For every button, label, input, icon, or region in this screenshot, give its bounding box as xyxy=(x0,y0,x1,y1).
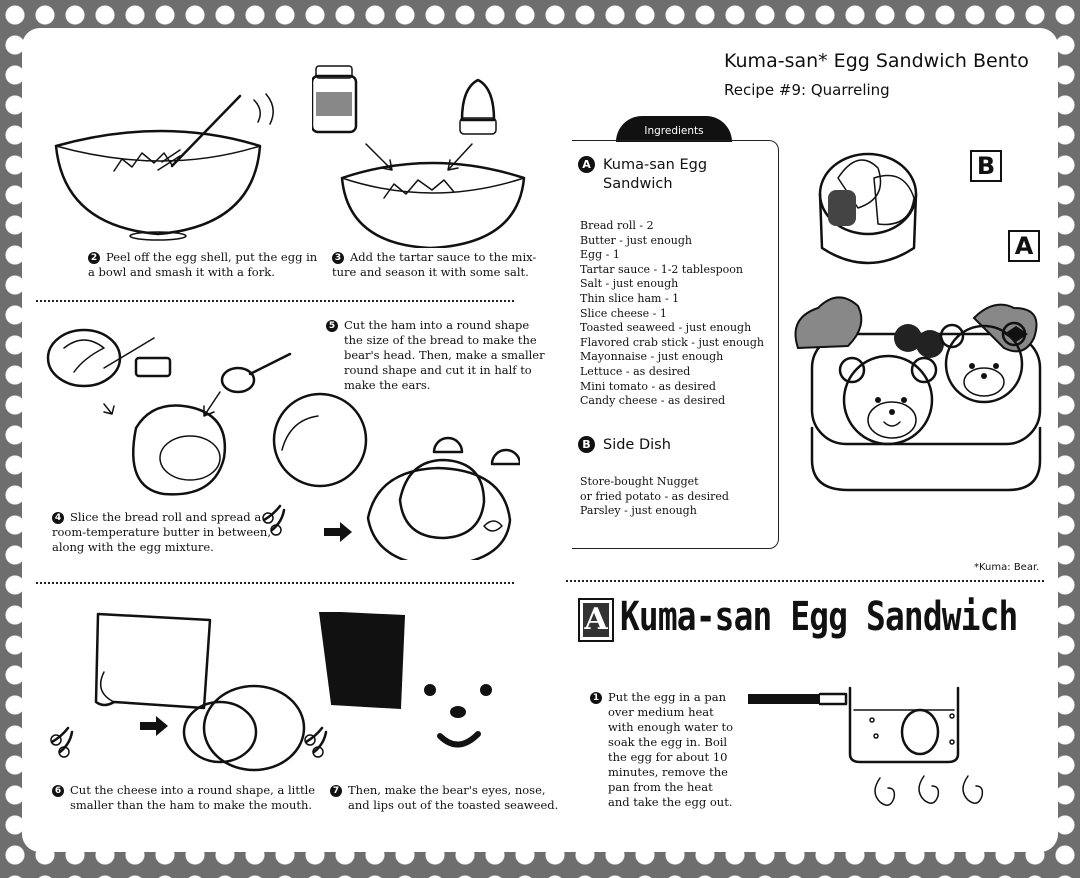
step-6-caption: 6 Cut the cheese into a round shape, a little smaller than the ham to make the mouth. xyxy=(52,783,315,813)
pan-boiling-illustration xyxy=(742,680,1032,816)
step-number: 3 xyxy=(332,252,344,264)
divider xyxy=(36,582,514,584)
bento-label-a: A xyxy=(1008,230,1040,262)
bento-box-illustration xyxy=(778,138,1050,498)
ingredient-item: Butter - just enough xyxy=(580,233,692,247)
ingredients-section-b-title: B Side Dish xyxy=(578,436,671,455)
page-title: Kuma-san* Egg Sandwich Bento xyxy=(724,50,1029,72)
ingredient-item: Flavored crab stick - just enough xyxy=(580,335,764,349)
ingredient-item: Slice cheese - 1 xyxy=(580,306,667,320)
step-1-caption: 1 Put the egg in a pan over medium heat with enough water to soak the egg in. Boil the egg for about 10 minutes, remove the pan from the heat and take the egg out. xyxy=(590,690,733,810)
step-number: 1 xyxy=(590,692,602,704)
ingredient-item: Parsley - just enough xyxy=(580,504,697,518)
ingredient-item: Lettuce - as desired xyxy=(580,364,691,378)
ingredient-item: Candy cheese - as desired xyxy=(580,394,726,408)
cheese-cut-illustration xyxy=(44,612,314,772)
step-number: 6 xyxy=(52,785,64,797)
ingredients-section-a-title: A Kuma-san Egg Sandwich xyxy=(578,156,707,194)
step-number: 2 xyxy=(88,252,100,264)
bread-butter-illustration xyxy=(44,318,244,508)
ingredient-item: Tartar sauce - 1-2 tablespoon xyxy=(580,262,743,276)
ingredient-item: Bread roll - 2 xyxy=(580,219,654,232)
step-number: 5 xyxy=(326,320,338,332)
section-badge-a: A xyxy=(578,156,595,173)
step-number: 4 xyxy=(52,512,64,524)
seaweed-face-illustration xyxy=(300,612,510,772)
ingredients-list-a xyxy=(580,219,764,409)
ingredient-item: Salt - just enough xyxy=(580,277,679,291)
divider xyxy=(36,300,514,302)
page-subtitle: Recipe #9: Quarreling xyxy=(724,81,890,99)
bowl-fork-illustration xyxy=(44,76,284,246)
section-title: Kuma-san Egg Sandwich xyxy=(620,594,1018,640)
ingredient-item: Mini tomato - as desired xyxy=(580,379,716,393)
footnote: *Kuma: Bear. xyxy=(974,562,1040,573)
ingredient-item: Mayonnaise - just enough xyxy=(580,350,724,364)
step-2-caption: 2 Peel off the egg shell, put the egg in a bowl and smash it with a fork. xyxy=(88,250,318,279)
ingredient-item: Store-bought Nugget xyxy=(580,475,699,488)
step-4-caption: 4 Slice the bread roll and spread a room-temperature butter in between, along with the egg mixture. xyxy=(52,510,271,554)
step-5-caption: 5 Cut the ham into a round shape the size of the bread to make the bear's head. Then, make a smaller round shape and cut it in half to make the ears. xyxy=(326,318,545,393)
bowl-sauce-illustration xyxy=(312,48,552,248)
ingredient-item: or fried potato - as desired xyxy=(580,489,729,503)
section-stamp: A xyxy=(578,598,614,642)
recipe-page xyxy=(22,28,1058,852)
ingredients-tab: Ingredients xyxy=(616,116,732,142)
ingredient-item: Egg - 1 xyxy=(580,248,620,262)
ham-cut-illustration xyxy=(258,390,520,560)
ingredients-list-b xyxy=(580,475,729,519)
ingredient-item: Thin slice ham - 1 xyxy=(580,291,680,305)
step-7-caption: 7 Then, make the bear's eyes, nose, and lips out of the toasted seaweed. xyxy=(330,783,558,813)
bento-label-b: B xyxy=(970,150,1002,182)
section-badge-b: B xyxy=(578,436,595,453)
ingredient-item: Toasted seaweed - just enough xyxy=(580,321,752,335)
step-number: 7 xyxy=(330,785,342,797)
step-3-caption: 3 Add the tartar sauce to the mix- ture and season it with some salt. xyxy=(332,250,537,279)
divider xyxy=(566,580,1044,582)
